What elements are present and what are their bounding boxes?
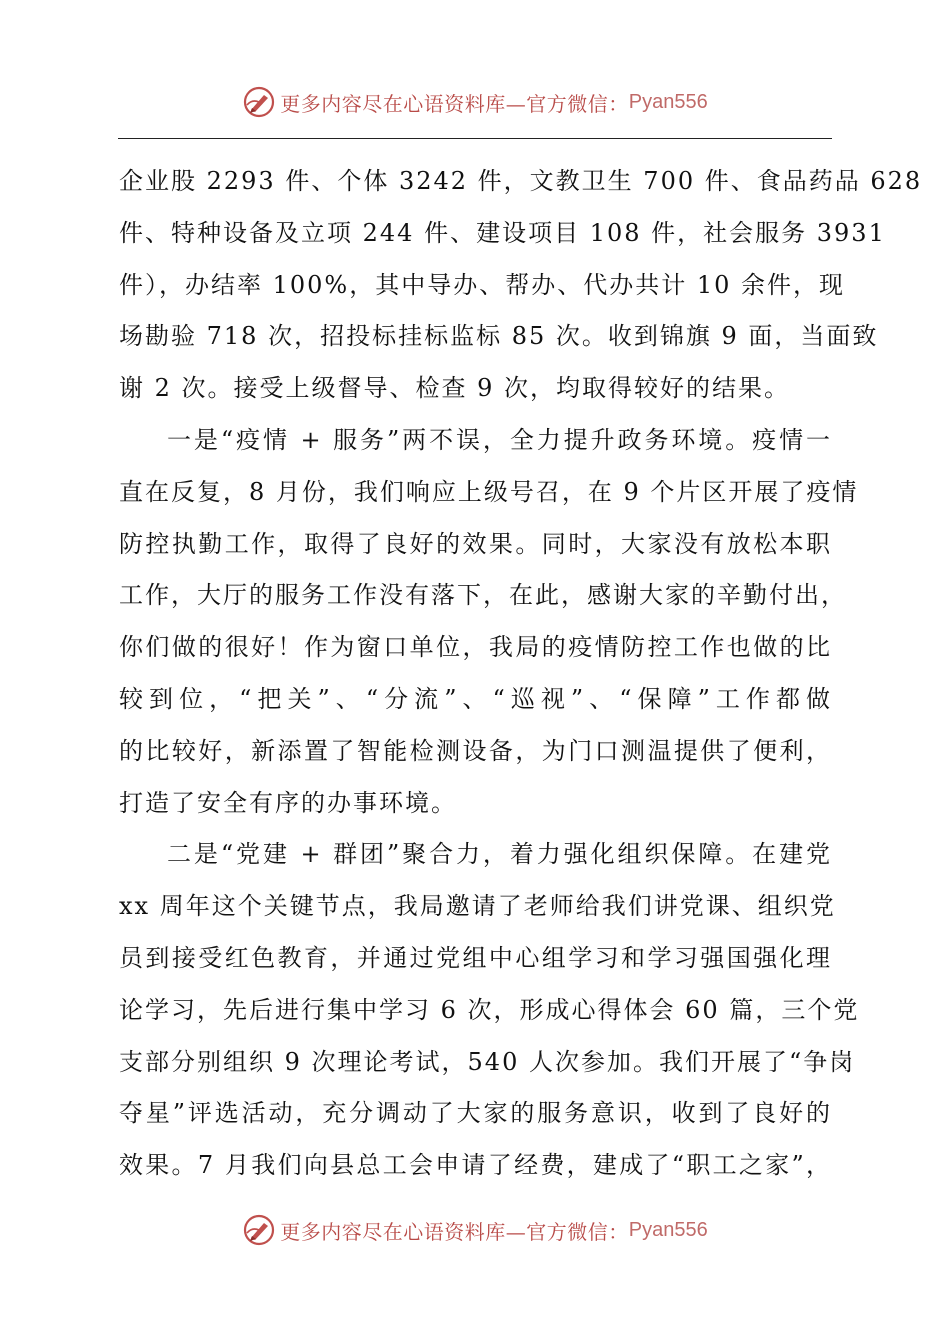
header-banner-text: 更多内容尽在心语资料库—官方微信： — [280, 91, 629, 116]
pen-logo-icon — [242, 1213, 276, 1247]
body-line: 论学习，先后进行集中学习 6 次，形成心得体会 60 篇，三个党 — [119, 995, 860, 1024]
body-line: 件、特种设备及立项 244 件、建设项目 108 件，社会服务 3931 — [119, 218, 886, 247]
body-line: 工作，大厅的服务工作没有落下，在此，感谢大家的辛勤付出， — [119, 581, 847, 610]
body-line: 支部分别组织 9 次理论考试，540 人次参加。我们开展了“争岗 — [119, 1047, 856, 1076]
footer-banner-code: Pyan556 — [628, 1218, 708, 1241]
body-line: 效果。7 月我们向县总工会申请了经费，建成了“职工之家”， — [119, 1151, 832, 1180]
document-body — [119, 156, 923, 1192]
header-rule — [118, 138, 832, 139]
footer-banner — [0, 1210, 950, 1250]
body-line: 的比较好，新添置了智能检测设备，为门口测温提供了便利， — [119, 736, 832, 765]
paragraph-start-line: 一是“疫情 + 服务”两不误，全力提升政务环境。疫情一 — [167, 425, 832, 454]
body-line: 打造了安全有序的办事环境。 — [119, 788, 457, 817]
header-banner-code: Pyan556 — [628, 90, 708, 113]
body-line: xx 周年这个关键节点，我局邀请了老师给我们讲党课、组织党 — [119, 892, 836, 921]
pen-logo-icon — [242, 85, 276, 119]
body-line: 夺星”评选活动，充分调动了大家的服务意识，收到了良好的 — [119, 1099, 832, 1128]
body-line: 直在反复，8 月份，我们响应上级号召，在 9 个片区开展了疫情 — [119, 477, 859, 506]
header-banner — [0, 82, 950, 122]
body-line: 你们做的很好！作为窗口单位，我局的疫情防控工作也做的比 — [119, 633, 832, 662]
paragraph-start-line: 二是“党建 + 群团”聚合力，着力强化组织保障。在建党 — [167, 840, 832, 869]
body-line: 谢 2 次。接受上级督导、检查 9 次，均取得较好的结果。 — [119, 374, 791, 403]
body-line: 员到接受红色教育，并通过党组中心组学习和学习强国强化理 — [119, 943, 832, 972]
footer-banner-text: 更多内容尽在心语资料库—官方微信： — [280, 1219, 629, 1244]
body-line: 防控执勤工作，取得了良好的效果。同时，大家没有放松本职 — [119, 529, 832, 558]
body-line: 场勘验 718 次，招投标挂标监标 85 次。收到锦旗 9 面，当面致 — [119, 322, 879, 351]
body-line: 企业股 2293 件、个体 3242 件，文教卫生 700 件、食品药品 628 — [119, 167, 923, 195]
body-line: 较到位，“把关”、“分流”、“巡视”、“保障”工作都做 — [119, 684, 832, 713]
body-line: 件），办结率 100%，其中导办、帮办、代办共计 10 余件，现 — [119, 270, 846, 299]
